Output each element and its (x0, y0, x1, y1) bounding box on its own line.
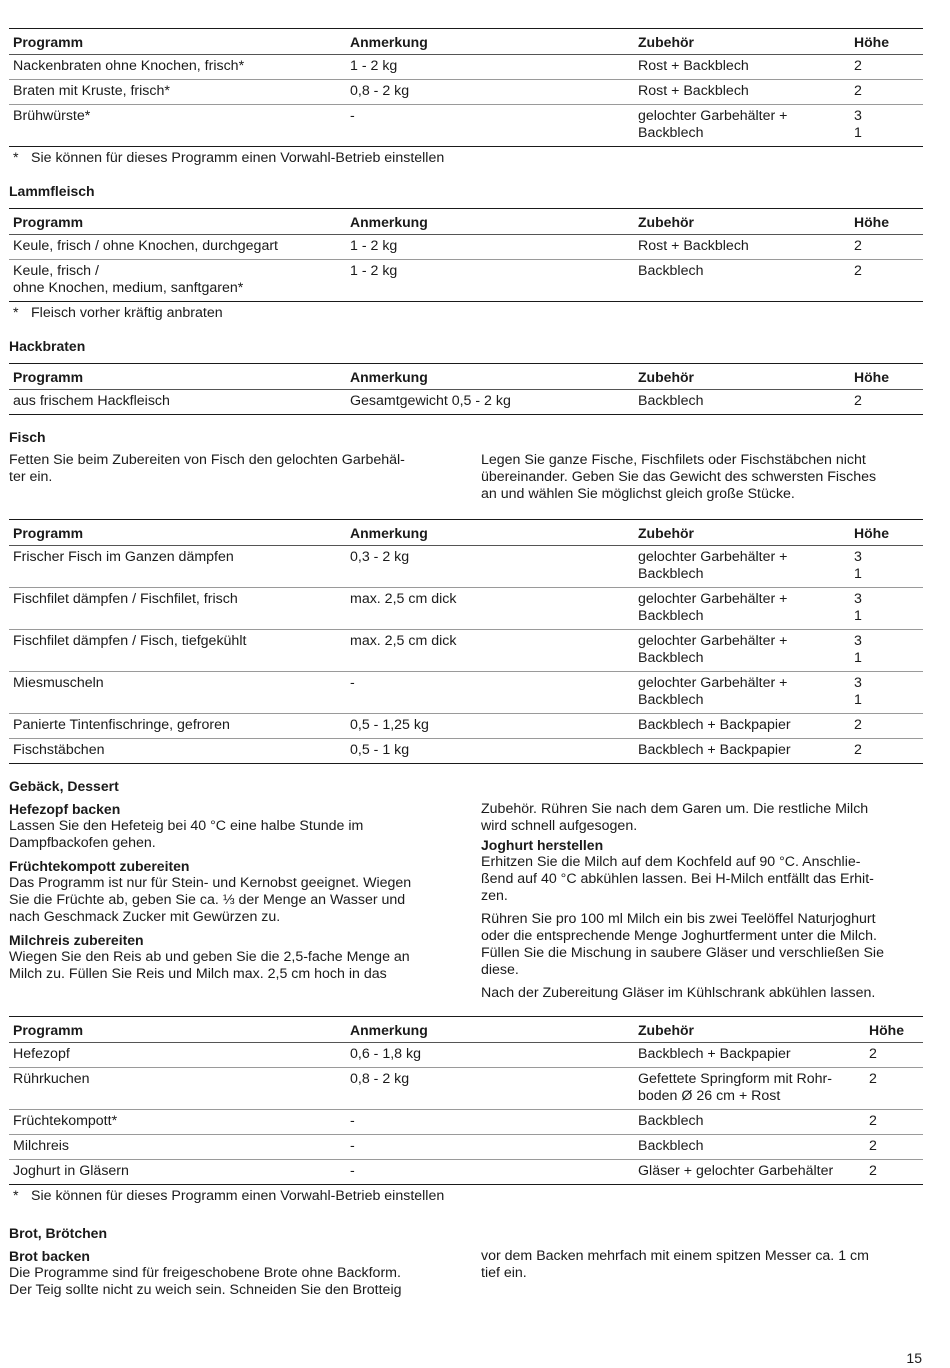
text-line: Rühren Sie pro 100 ml Milch ein bis zwei Teelöffel Naturjoghurt (481, 911, 876, 927)
cell-note: - (346, 1110, 634, 1135)
accessory-line: gelochter Garbehälter + (638, 591, 788, 607)
table-row (9, 105, 923, 147)
level-line: 2 (854, 393, 862, 409)
cell-level (850, 80, 923, 105)
footnote-marker: * (13, 150, 19, 166)
accessory-line: Rost + Backblech (638, 58, 749, 74)
accessory-line: Backblech (638, 1113, 704, 1129)
header-program: Programm (9, 1017, 346, 1043)
text-line: Das Programm ist nur für Stein- und Kernobst geeignet. Wiegen (9, 875, 412, 891)
footnote (9, 1185, 923, 1205)
section-heading-lamb: Lammfleisch (9, 183, 95, 199)
header-accessory: Zubehör (634, 1017, 865, 1043)
section-heading-pastry: Gebäck, Dessert (9, 778, 119, 794)
accessory-line: Backblech + Backpapier (638, 717, 791, 733)
footnote-text: Sie können für dieses Programm einen Vorwahl-Betrieb einstellen (31, 1188, 445, 1204)
cell-note: - (346, 672, 634, 714)
pastry-text (9, 801, 923, 1008)
header-note: Anmerkung (346, 1017, 634, 1043)
level-line: 1 (854, 692, 862, 708)
program-line: Keule, frisch / ohne Knochen, durchgegart (13, 238, 279, 254)
cell-program: Hefezopf (9, 1043, 346, 1068)
cell-note: 1 - 2 kg (346, 235, 634, 260)
table-row (9, 546, 923, 588)
cell-accessory (634, 739, 850, 764)
cell-level (850, 672, 923, 714)
cell-note: 0,8 - 2 kg (346, 1068, 634, 1110)
table-header-row (9, 520, 923, 546)
cell-accessory (634, 714, 850, 739)
level-line: 2 (869, 1138, 877, 1154)
accessory-line: Backblech (638, 608, 704, 624)
table-row (9, 714, 923, 739)
paragraph (9, 818, 451, 852)
cell-accessory (634, 1160, 865, 1185)
text-line: Lassen Sie den Hefeteig bei 40 °C eine halbe Stunde im (9, 818, 364, 834)
text-line: Sie die Früchte ab, geben Sie ca. ⅓ der Menge an Wasser und (9, 892, 406, 908)
cell-level (850, 55, 923, 80)
text-line: übereinander. Geben Sie das Gewicht des schwersten Fisches (481, 469, 877, 485)
level-line: 2 (854, 83, 862, 99)
section-heading-fish: Fisch (9, 429, 46, 445)
cell-program: aus frischem Hackfleisch (9, 390, 346, 415)
header-note: Anmerkung (346, 29, 634, 55)
subheading-yeast-braid: Hefezopf backen (9, 801, 121, 817)
header-accessory: Zubehör (634, 520, 850, 546)
cell-note: - (346, 1135, 634, 1160)
cell-accessory (634, 260, 850, 302)
cell-level (865, 1135, 923, 1160)
cell-note: - (346, 1160, 634, 1185)
level-line: 3 (854, 675, 862, 691)
subheading-compote: Früchtekompott zubereiten (9, 858, 190, 874)
cell-accessory (634, 630, 850, 672)
level-line: 2 (854, 742, 862, 758)
level-line: 2 (869, 1113, 877, 1129)
table-row (9, 80, 923, 105)
cell-level (865, 1110, 923, 1135)
cell-level (850, 630, 923, 672)
footnote-text: Sie können für dieses Programm einen Vorwahl-Betrieb einstellen (31, 150, 445, 166)
text-line: Nach der Zubereitung Gläser im Kühlschrank abkühlen lassen. (481, 985, 876, 1001)
cell-program: Brühwürste* (9, 105, 346, 147)
level-line: 3 (854, 591, 862, 607)
level-line: 2 (854, 238, 862, 254)
cell-program: Joghurt in Gläsern (9, 1160, 346, 1185)
cell-level (850, 260, 923, 302)
cell-program: Früchtekompott* (9, 1110, 346, 1135)
text-line: diese. (481, 962, 519, 978)
fish-intro-left (9, 452, 451, 503)
level-line: 2 (869, 1071, 877, 1087)
paragraph (9, 875, 451, 926)
level-line: 1 (854, 566, 862, 582)
text-line: Dampfbackofen gehen. (9, 835, 156, 851)
cell-note: 0,8 - 2 kg (346, 80, 634, 105)
accessory-line: gelochter Garbehälter + (638, 633, 788, 649)
cell-program: Braten mit Kruste, frisch* (9, 80, 346, 105)
subheading-yogurt: Joghurt herstellen (481, 837, 604, 853)
table-row (9, 739, 923, 764)
cell-accessory (634, 390, 850, 415)
level-line: 1 (854, 650, 862, 666)
level-line: 3 (854, 549, 862, 565)
pork-table (9, 28, 923, 147)
footnote (9, 147, 923, 167)
subheading-rice-pudding: Milchreis zubereiten (9, 932, 144, 948)
header-program: Programm (9, 520, 346, 546)
cell-accessory (634, 1135, 865, 1160)
table-row (9, 260, 923, 302)
header-program: Programm (9, 29, 346, 55)
cell-level (850, 390, 923, 415)
table-header-row (9, 209, 923, 235)
text-line: nach Geschmack Zucker mit Gewürzen zu. (9, 909, 281, 925)
table-row (9, 1110, 923, 1135)
cell-note: max. 2,5 cm dick (346, 588, 634, 630)
accessory-line: Backblech (638, 125, 704, 141)
pastry-table (9, 1016, 923, 1185)
cell-program: Fischfilet dämpfen / Fisch, tiefgekühlt (9, 630, 346, 672)
accessory-line: Backblech + Backpapier (638, 1046, 791, 1062)
section-heading-bread: Brot, Brötchen (9, 1225, 107, 1241)
cell-level (850, 235, 923, 260)
cell-accessory (634, 55, 850, 80)
level-line: 2 (854, 717, 862, 733)
subheading-bread-baking: Brot backen (9, 1248, 90, 1264)
accessory-line: Backblech + Backpapier (638, 742, 791, 758)
cell-level (850, 714, 923, 739)
table-row (9, 588, 923, 630)
program-line: Keule, frisch / (13, 263, 99, 279)
bread-text-right (481, 1248, 923, 1299)
table-header-row (9, 364, 923, 390)
cell-accessory (634, 235, 850, 260)
table-row (9, 672, 923, 714)
cell-note: - (346, 105, 634, 147)
table-row (9, 1043, 923, 1068)
cell-program: Miesmuscheln (9, 672, 346, 714)
table-row (9, 1068, 923, 1110)
table-row (9, 1135, 923, 1160)
paragraph (481, 854, 923, 905)
accessory-line: Backblech (638, 393, 704, 409)
accessory-line: gelochter Garbehälter + (638, 675, 788, 691)
accessory-line: Backblech (638, 263, 704, 279)
level-line: 2 (869, 1046, 877, 1062)
footnote-marker: * (13, 305, 19, 321)
page-number: 15 (906, 1350, 922, 1366)
header-level: Höhe (850, 520, 923, 546)
header-program: Programm (9, 364, 346, 390)
accessory-line: Backblech (638, 1138, 704, 1154)
level-line: 2 (854, 263, 862, 279)
fish-intro (9, 452, 923, 503)
manual-page (9, 28, 923, 1299)
level-line: 2 (869, 1163, 877, 1179)
table-row (9, 235, 923, 260)
header-level: Höhe (850, 209, 923, 235)
fish-table (9, 519, 923, 764)
accessory-line: Rost + Backblech (638, 238, 749, 254)
paragraph (481, 985, 923, 1002)
header-note: Anmerkung (346, 209, 634, 235)
text-line: Die Programme sind für freigeschobene Brote ohne Backform. (9, 1265, 401, 1281)
pastry-text-left (9, 801, 451, 1008)
header-level: Höhe (865, 1017, 923, 1043)
cell-program: Fischfilet dämpfen / Fischfilet, frisch (9, 588, 346, 630)
table-header-row (9, 1017, 923, 1043)
text-line: zen. (481, 888, 508, 904)
cell-accessory (634, 1043, 865, 1068)
accessory-line: Backblech (638, 566, 704, 582)
table-row (9, 55, 923, 80)
cell-accessory (634, 546, 850, 588)
level-line: 3 (854, 633, 862, 649)
cell-accessory (634, 1110, 865, 1135)
text-line: Fetten Sie beim Zubereiten von Fisch den gelochten Garbehäl- (9, 452, 405, 468)
header-accessory: Zubehör (634, 209, 850, 235)
cell-level (850, 588, 923, 630)
paragraph (481, 801, 923, 835)
accessory-line: gelochter Garbehälter + (638, 549, 788, 565)
cell-note: 1 - 2 kg (346, 260, 634, 302)
cell-level (850, 546, 923, 588)
cell-accessory (634, 1068, 865, 1110)
cell-note: 0,5 - 1 kg (346, 739, 634, 764)
text-line: Der Teig sollte nicht zu weich sein. Schneiden Sie den Brotteig (9, 1282, 402, 1298)
level-line: 2 (854, 58, 862, 74)
cell-note: 0,6 - 1,8 kg (346, 1043, 634, 1068)
text-line: ßend auf 40 °C abkühlen lassen. Bei H-Milch entfällt das Erhit- (481, 871, 874, 887)
text-line: vor dem Backen mehrfach mit einem spitzen Messer ca. 1 cm (481, 1248, 869, 1264)
bread-text-left (9, 1248, 451, 1299)
mince-table (9, 363, 923, 415)
cell-program: Panierte Tintenfischringe, gefroren (9, 714, 346, 739)
cell-note: 0,5 - 1,25 kg (346, 714, 634, 739)
cell-note: max. 2,5 cm dick (346, 630, 634, 672)
text-line: Legen Sie ganze Fische, Fischfilets oder Fischstäbchen nicht (481, 452, 866, 468)
cell-level (850, 105, 923, 147)
cell-accessory (634, 672, 850, 714)
cell-note: 1 - 2 kg (346, 55, 634, 80)
text-line: ter ein. (9, 469, 53, 485)
paragraph (481, 911, 923, 979)
header-program: Programm (9, 209, 346, 235)
pastry-text-right (481, 801, 923, 1008)
text-line: Zubehör. Rühren Sie nach dem Garen um. Die restliche Milch (481, 801, 869, 817)
header-level: Höhe (850, 364, 923, 390)
cell-accessory (634, 105, 850, 147)
text-line: oder die entsprechende Menge Joghurtferment unter die Milch. (481, 928, 877, 944)
accessory-line: Backblech (638, 692, 704, 708)
text-line: tief ein. (481, 1265, 527, 1281)
accessory-line: Gläser + gelochter Garbehälter (638, 1163, 834, 1179)
footnote-text: Fleisch vorher kräftig anbraten (31, 305, 223, 321)
table-header-row (9, 29, 923, 55)
cell-program: Rührkuchen (9, 1068, 346, 1110)
accessory-line: Gefettete Springform mit Rohr- (638, 1071, 832, 1087)
footnote (9, 302, 923, 322)
text-line: Wiegen Sie den Reis ab und geben Sie die 2,5-fache Menge an (9, 949, 410, 965)
cell-program (9, 260, 346, 302)
level-line: 1 (854, 125, 862, 141)
cell-program: Frischer Fisch im Ganzen dämpfen (9, 546, 346, 588)
header-accessory: Zubehör (634, 364, 850, 390)
text-line: Erhitzen Sie die Milch auf dem Kochfeld auf 90 °C. Anschlie- (481, 854, 861, 870)
accessory-line: gelochter Garbehälter + (638, 108, 788, 124)
level-line: 3 (854, 108, 862, 124)
section-heading-mince: Hackbraten (9, 338, 86, 354)
cell-program: Nackenbraten ohne Knochen, frisch* (9, 55, 346, 80)
table-row (9, 1160, 923, 1185)
accessory-line: Rost + Backblech (638, 83, 749, 99)
text-line: an und wählen Sie möglichst gleich große Stücke. (481, 486, 795, 502)
header-accessory: Zubehör (634, 29, 850, 55)
table-row (9, 630, 923, 672)
level-line: 1 (854, 608, 862, 624)
accessory-line: Backblech (638, 650, 704, 666)
accessory-line: boden Ø 26 cm + Rost (638, 1088, 781, 1104)
text-line: Füllen Sie die Mischung in saubere Gläser und verschließen Sie (481, 945, 884, 961)
cell-level (865, 1160, 923, 1185)
cell-program: Fischstäbchen (9, 739, 346, 764)
header-level: Höhe (850, 29, 923, 55)
bread-text (9, 1248, 923, 1299)
program-line: ohne Knochen, medium, sanftgaren* (13, 280, 244, 296)
cell-accessory (634, 588, 850, 630)
cell-level (865, 1068, 923, 1110)
cell-note: Gesamtgewicht 0,5 - 2 kg (346, 390, 634, 415)
cell-level (850, 739, 923, 764)
lamb-table (9, 208, 923, 302)
footnote-marker: * (13, 1188, 19, 1204)
cell-accessory (634, 80, 850, 105)
cell-note: 0,3 - 2 kg (346, 546, 634, 588)
paragraph (9, 949, 451, 983)
text-line: Milch zu. Füllen Sie Reis und Milch max. 2,5 cm hoch in das (9, 966, 387, 982)
header-note: Anmerkung (346, 364, 634, 390)
cell-program: Milchreis (9, 1135, 346, 1160)
cell-program (9, 235, 346, 260)
header-note: Anmerkung (346, 520, 634, 546)
cell-level (865, 1043, 923, 1068)
fish-intro-right (481, 452, 923, 503)
table-row (9, 390, 923, 415)
text-line: wird schnell aufgesogen. (481, 818, 638, 834)
